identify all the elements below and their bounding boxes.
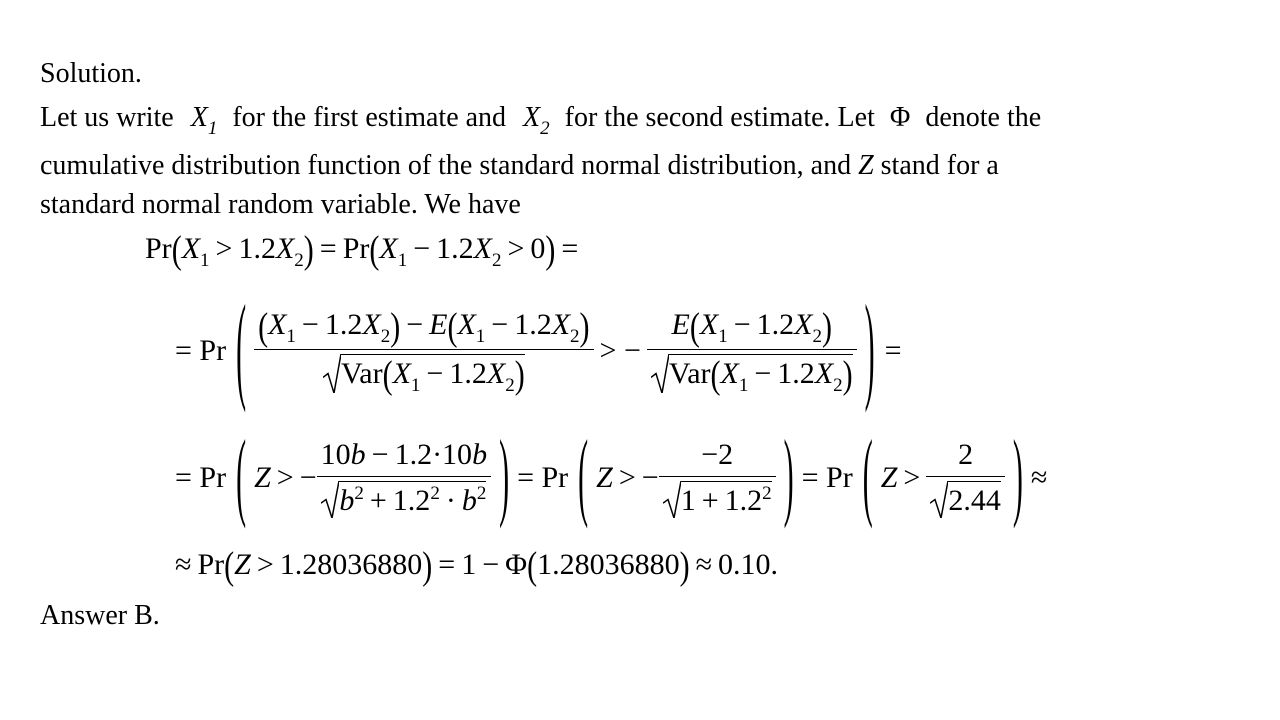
fraction-denominator: $Var(X_1 - 1.2X_2)$ xyxy=(254,350,593,393)
big-paren-right: ) xyxy=(783,421,794,531)
big-paren-left: ( xyxy=(236,282,247,415)
eq3-eq: = Pr xyxy=(517,460,569,494)
big-paren-right: ) xyxy=(864,282,875,415)
big-paren-left: ( xyxy=(236,421,247,531)
intro-line-3: standard normal random variable. We have xyxy=(40,189,521,220)
eq2-tail: = xyxy=(884,333,902,367)
eq3-tail: ≈ xyxy=(1030,460,1048,494)
fraction-standardized xyxy=(254,305,593,397)
phi-symbol: Φ xyxy=(889,102,911,133)
intro-line-2 xyxy=(40,152,999,180)
fraction-mean xyxy=(647,305,857,397)
fraction-numerator: $E(X_1 - 1.2X_2)$ xyxy=(647,308,857,349)
intro-line-1 xyxy=(40,102,1042,139)
solution-heading: Solution. xyxy=(40,58,142,89)
intro-text: denote the xyxy=(925,102,1042,133)
fraction-2: $\frac{2}{2.44}$ xyxy=(926,438,1005,518)
fraction-numerator: $(X_1 - 1.2X_2) - E(X_1 - 1.2X_2)$ xyxy=(254,308,593,349)
equation-4: ≈ Pr(Z > 1.28036880) = 1 − Φ(1.28036880) ≈ 0.10. xyxy=(175,545,779,588)
big-paren-left: ( xyxy=(862,421,873,531)
big-paren-left: ( xyxy=(578,421,589,531)
intro-text: for the second estimate. Let xyxy=(564,102,875,133)
eq3-lead: = Pr xyxy=(175,460,227,494)
eq2-lead: = Pr xyxy=(175,333,227,367)
equation-2 xyxy=(175,282,902,415)
equation-3: = Pr ( Z > − $\frac{10b - 1.2\cdot 10b}{b^2 + 1.2^2 \cdot b^2}$ ) = Pr ( Z > − $\frac{-2}{1 + 1.2^2}$ ) = Pr ( Z > $\frac{2}{2.44}$ ) ≈ xyxy=(175,425,1047,530)
equation-1: $Pr(X_1 > 1.2X_2) = Pr(X_1 - 1.2X_2 > 0)$ = xyxy=(145,229,579,272)
intro-text: Let us write xyxy=(40,102,174,133)
fraction-denominator: $Var(X_1 - 1.2X_2)$ xyxy=(647,350,857,393)
var-z: Z xyxy=(858,150,874,181)
intro-text: for the first estimate and xyxy=(232,102,507,133)
big-paren-right: ) xyxy=(499,421,510,531)
answer-line: Answer B. xyxy=(40,600,160,631)
var-x1: $X_1$ xyxy=(190,102,218,139)
eq2-mid: > − xyxy=(599,333,641,367)
fraction-neg2: $\frac{-2}{1 + 1.2^2}$ xyxy=(659,438,776,518)
big-paren-right: ) xyxy=(1012,421,1023,531)
var-x2: $X_2$ xyxy=(523,102,550,139)
eq3-eq: = Pr xyxy=(801,460,853,494)
intro-text: cumulative distribution function of the standard normal distribution, and xyxy=(40,150,852,181)
fraction-b: $\frac{10b - 1.2\cdot 10b}{b^2 + 1.2^2 \cdot b^2}$ xyxy=(317,438,491,518)
eq3-z: Z xyxy=(254,460,271,494)
intro-text: stand for a xyxy=(880,150,999,181)
